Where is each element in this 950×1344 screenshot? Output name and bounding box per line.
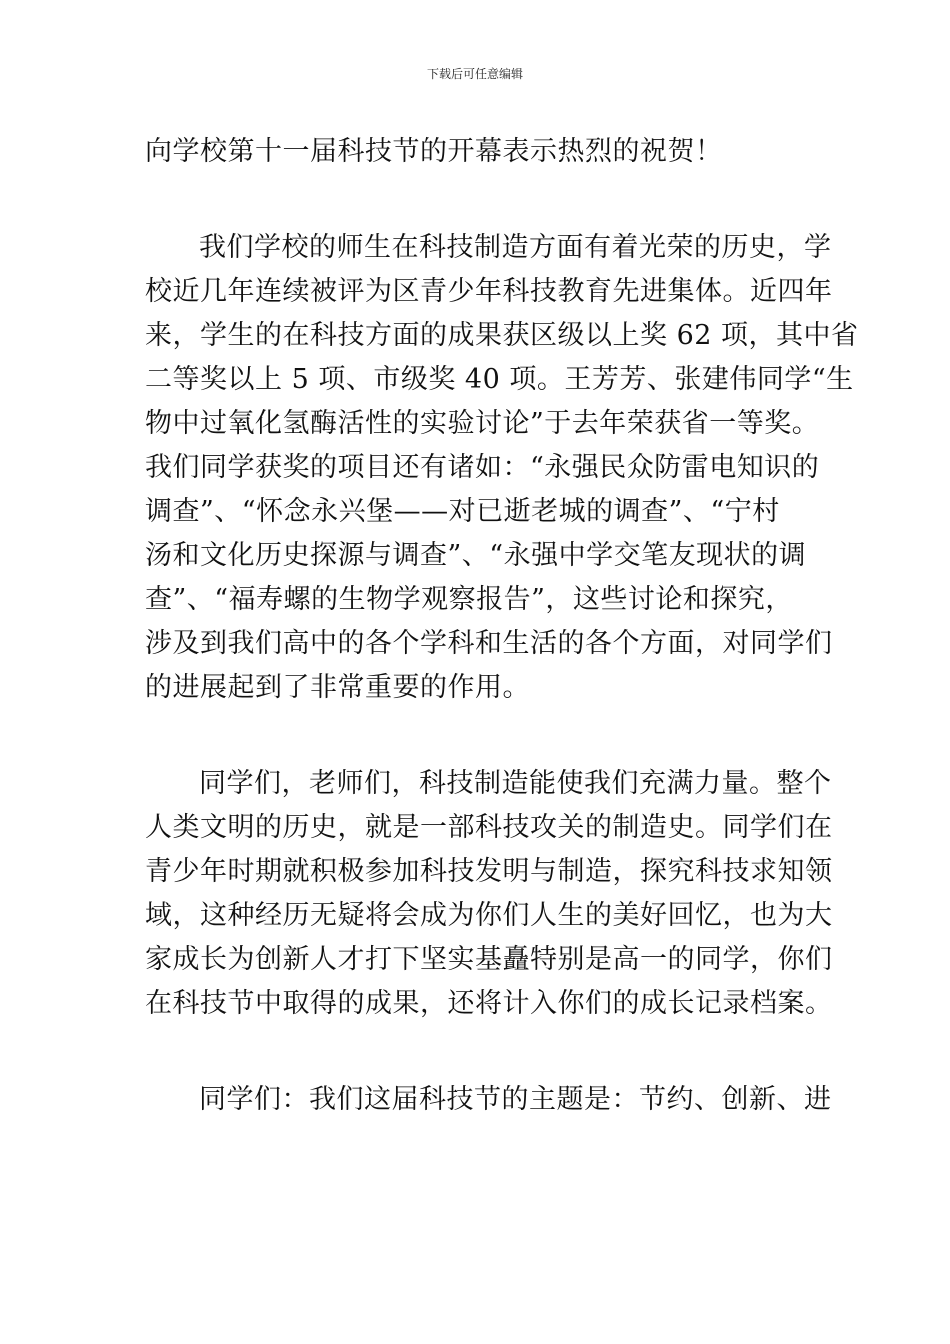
paragraph-gap (145, 1026, 810, 1078)
intro-line: 向学校第十一届科技节的开幕表示热烈的祝贺！ (145, 136, 723, 167)
paragraph-2 (145, 762, 833, 1026)
paragraph-1 (145, 226, 859, 710)
paragraph-gap (145, 710, 810, 762)
paragraph-2-line: 人类文明的历史，就是一部科技攻关的制造史。同学们在 (145, 812, 833, 843)
paragraph-1-line: 物中过氧化氢酶活性的实验讨论”于去年荣获省一等奖。 (145, 408, 820, 439)
paragraph-2-line: 在科技节中取得的成果，还将计入你们的成长记录档案。 (145, 988, 833, 1019)
paragraph-1-line: 调查”、“怀念永兴堡——对已逝老城的调查”、“宁村 (145, 496, 780, 527)
paragraph-1-line: 的进展起到了非常重要的作用。 (145, 672, 530, 703)
paragraph-1-line: 来，学生的在科技方面的成果获区级以上奖 62 项，其中省 (145, 320, 859, 351)
paragraph-2-line: 同学们，老师们，科技制造能使我们充满力量。整个 (199, 768, 832, 799)
paragraph-1-line: 汤和文化历史探源与调查”、“永强中学交笔友现状的调 (145, 540, 807, 571)
paragraph-3 (145, 1078, 832, 1122)
paragraph-2-line: 域，这种经历无疑将会成为你们人生的美好回忆，也为大 (145, 900, 833, 931)
paragraph-1-line: 涉及到我们高中的各个学科和生活的各个方面，对同学们 (145, 628, 833, 659)
paragraph-1-line: 查”、“福寿螺的生物学观察报告”，这些讨论和探究， (145, 584, 793, 615)
paragraph-2-line: 青少年时期就积极参加科技发明与制造，探究科技求知领 (145, 856, 833, 887)
paragraph-1-line: 二等奖以上 5 项、市级奖 40 项。王芳芳、张建伟同学“生 (145, 364, 854, 395)
paragraph-1-line: 校近几年连续被评为区青少年科技教育先进集体。近四年 (145, 276, 833, 307)
paragraph-2-line: 家成长为创新人才打下坚实基矗特别是高一的同学，你们 (145, 944, 833, 975)
header-note: 下载后可任意编辑 (426, 67, 523, 81)
document-body (145, 130, 859, 1122)
paragraph-1-line: 我们学校的师生在科技制造方面有着光荣的历史，学 (199, 232, 832, 263)
paragraph-3-line: 同学们：我们这届科技节的主题是：节约、创新、进 (199, 1084, 832, 1115)
paragraph-gap (145, 174, 810, 226)
paragraph-1-line: 我们同学获奖的项目还有诸如：“永强民众防雷电知识的 (145, 452, 820, 483)
